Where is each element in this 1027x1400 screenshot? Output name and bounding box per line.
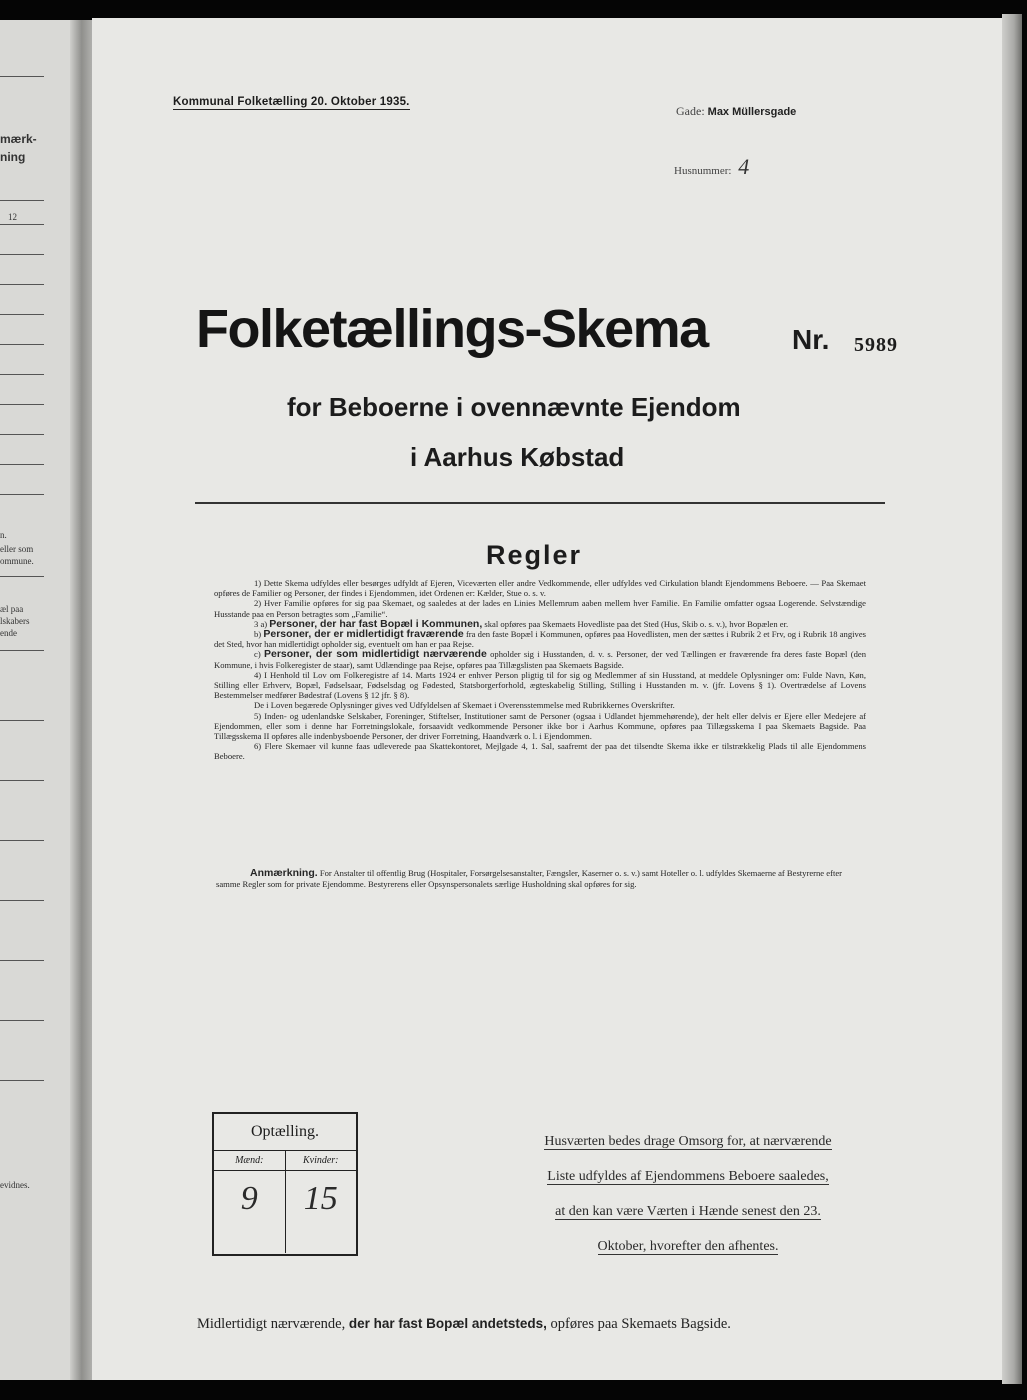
rule-3c-bold: Personer, der som midlertidigt nærværende — [263, 648, 487, 661]
form-subtitle: for Beboerne i ovennævnte Ejendom — [287, 392, 741, 422]
form-rule — [0, 464, 44, 465]
census-form-page — [92, 18, 1002, 1380]
footer-note — [197, 1316, 731, 1333]
census-header: Kommunal Folketælling 20. Oktober 1935. — [173, 96, 410, 108]
form-rule — [0, 576, 44, 577]
left-fragment: ommune. — [0, 556, 34, 566]
form-rule — [0, 374, 44, 375]
rule-4b: De i Loven begærede Oplysninger gives ved Udfyldelsen af Skemaet i Overensstemmelse med Rubrikkernes Overskrifter. — [254, 700, 675, 711]
form-rule — [0, 200, 44, 201]
footer-text-bold: der har fast Bopæl andetsteds, — [348, 1316, 547, 1331]
left-page-fragment — [0, 20, 80, 1380]
form-rule — [0, 960, 44, 961]
house-number-label: Husnummer: — [674, 165, 732, 177]
form-number-value: 5989 — [854, 334, 898, 356]
women-column — [286, 1151, 357, 1253]
form-rule — [0, 344, 44, 345]
rule-3b — [214, 629, 866, 649]
form-rule — [0, 434, 44, 435]
page-edge — [1002, 14, 1022, 1384]
remark-label: Anmærkning. — [250, 867, 318, 879]
form-rule — [0, 494, 44, 495]
form-rule — [0, 404, 44, 405]
form-rule — [0, 650, 44, 651]
form-rule — [0, 1080, 44, 1081]
footer-text-end: opføres paa Skemaets Bagside. — [550, 1316, 731, 1332]
rule-3b-bold: Personer, der er midlertidigt fraværende — [263, 628, 464, 641]
women-count: 15 — [303, 1180, 338, 1217]
rule-3c-text: opholder sig i Husstanden, d. v. s. Personer, der ved Tællingen er fraværende fra deres faste Bopæl (den Kommune, i hvis Folkeregister de staar), samt Udlændinge paa Rejse, opføres paa Tillægslisten paa Skemaets Bagside. — [214, 649, 866, 670]
form-rule — [0, 1020, 44, 1021]
landlord-notice — [518, 1124, 858, 1264]
house-number-field — [674, 154, 749, 180]
rule-4: 4) I Henhold til Lov om Folkeregistre af 14. Marts 1924 er enhver Person pligtig til for sig og Medlemmer af sin Husstand, at meddele Oplysninger om: Fulde Navn, Køn, Stilling eller Erhverv, Bopæl, Fødselsaar, Fødselsdag og Fødested, Statsborgerforhold, ægteskabelig Stilling, Stilling i Husstanden m. v. (jfr. Lovens § 1). Overtrædelse af Lovens Bestemmelser medfører Bødestraf (Lovens § 12 jfr. § 8). — [214, 669, 866, 701]
rule-3a-text: skal opføres paa Skemaets Hovedliste paa det Sted (Hus, Skib o. s. v.), hvor Bopælen er. — [484, 618, 789, 629]
left-fragment: æl paa — [0, 604, 24, 614]
rule-5: 5) Inden- og udenlandske Selskaber, Foreninger, Stiftelser, Institutioner samt de Personer (ogsaa i Udlandet hjemmehørende), der helt eller delvis er Ejere eller Medejere af Ejendommen, eller som i denne har Forretningslokale, forsaavidt vedkommende Personer ikke bor i Aarhus Kommune, opføres paa Tillægsskema I paa Skemaets Bagside. Paa Tillægsskema II opføres alle indenbysboende Personer, der driver Forretning, Haandværk o. l. i Ejendommen. — [214, 710, 866, 742]
rule-3c — [214, 649, 866, 669]
remark-paragraph — [216, 868, 866, 889]
count-box — [212, 1112, 358, 1256]
form-rule — [0, 254, 44, 255]
notice-line: at den kan være Værten i Hænde senest den 23. — [555, 1204, 821, 1219]
left-fragment: n. — [0, 530, 7, 540]
rule-3b-text: fra den faste Bopæl i Kommunen, opføres paa Hovedlisten, men der sættes i Rubrik 2 et Frv, og i Rubrik 18 angives det Sted, hvor han midlertidigt opholder sig, eventuelt om han er paa Rejse. — [214, 629, 866, 650]
form-rule — [0, 314, 44, 315]
left-fragment: evidnes. — [0, 1180, 30, 1190]
form-subtitle-city: i Aarhus Købstad — [410, 442, 625, 472]
left-fragment: 12 — [8, 212, 17, 222]
notice-line: Husværten bedes drage Omsorg for, at nærværende — [544, 1134, 832, 1149]
notice-line: Liste udfyldes af Ejendommens Beboere saaledes, — [547, 1169, 829, 1184]
divider — [195, 502, 885, 504]
rule-1: 1) Dette Skema udfyldes eller besørges udfyldt af Ejeren, Viceværten eller andre Vedkommende, eller udfyldes ved Cirkulation blandt Ejendommens Beboere. — Paa Skemaet opføres de Familier og Personer, der findes i Ejendommen, idet Ordenen er: Kælder, Stue o. s. v. — [214, 578, 866, 599]
count-box-title: Optælling. — [214, 1114, 356, 1151]
street-label: Gade: — [676, 104, 705, 118]
form-rule — [0, 224, 44, 225]
footer-text-start: Midlertidigt nærværende, — [197, 1316, 346, 1332]
rule-3c-num: c) — [254, 649, 261, 660]
men-label: Mænd: — [214, 1151, 285, 1171]
form-rule — [0, 840, 44, 841]
show-through-handwriting — [182, 898, 1002, 1018]
women-label: Kvinder: — [286, 1151, 357, 1171]
left-fragment: lskabers — [0, 616, 30, 626]
left-fragment: ning — [0, 150, 26, 164]
form-rule — [0, 284, 44, 285]
rule-3a-num: 3 a) — [254, 618, 268, 629]
form-rule — [0, 900, 44, 901]
notice-line: Oktober, hvorefter den afhentes. — [597, 1239, 779, 1254]
street-value: Max Müllersgade — [707, 106, 797, 118]
rule-3a-bold: Personer, der har fast Bopæl i Kommunen, — [269, 617, 483, 630]
form-rule — [0, 76, 44, 77]
rule-6: 6) Flere Skemaer vil kunne faas udleverede paa Skattekontoret, Mejlgade 4, 1. Sal, saafremt der paa det tilsendte Skema ikke er tilstrækkelig Plads til alle Ejendommens Beboere. — [214, 741, 866, 762]
house-number-value: 4 — [738, 154, 750, 179]
form-rule — [0, 720, 44, 721]
men-column — [214, 1151, 286, 1253]
form-number-label: Nr. — [792, 324, 830, 355]
rule-2: 2) Hver Familie opføres for sig paa Skemaet, og saaledes at der lades en Linies Mellemrum aaben mellem hver Familie. En Familie omfatter ogsaa Logerende. Selvstændige Husstande paa en Person betragtes som „Familie“. — [214, 598, 866, 619]
left-fragment: mærk- — [0, 132, 37, 146]
form-title: Folketællings-Skema — [196, 299, 708, 359]
rules-text — [214, 578, 866, 762]
form-rule — [0, 780, 44, 781]
rules-heading: Regler — [486, 540, 583, 570]
rule-3b-num: b) — [254, 629, 262, 640]
men-count: 9 — [240, 1180, 258, 1217]
left-fragment: eller som — [0, 544, 34, 554]
remark-text: For Anstalter til offentlig Brug (Hospitaler, Forsørgelsesanstalter, Fængsler, Kaserner o. s. v.) samt Hoteller o. l. udfyldes Skemaerne af Bestyrerne efter samme Regler som for private Ejendomme. Bestyrerens eller Opsynspersonalets særlige Husholdning skal opføres for sig. — [216, 868, 843, 889]
left-fragment: ende — [0, 628, 17, 638]
street-field — [676, 104, 796, 119]
